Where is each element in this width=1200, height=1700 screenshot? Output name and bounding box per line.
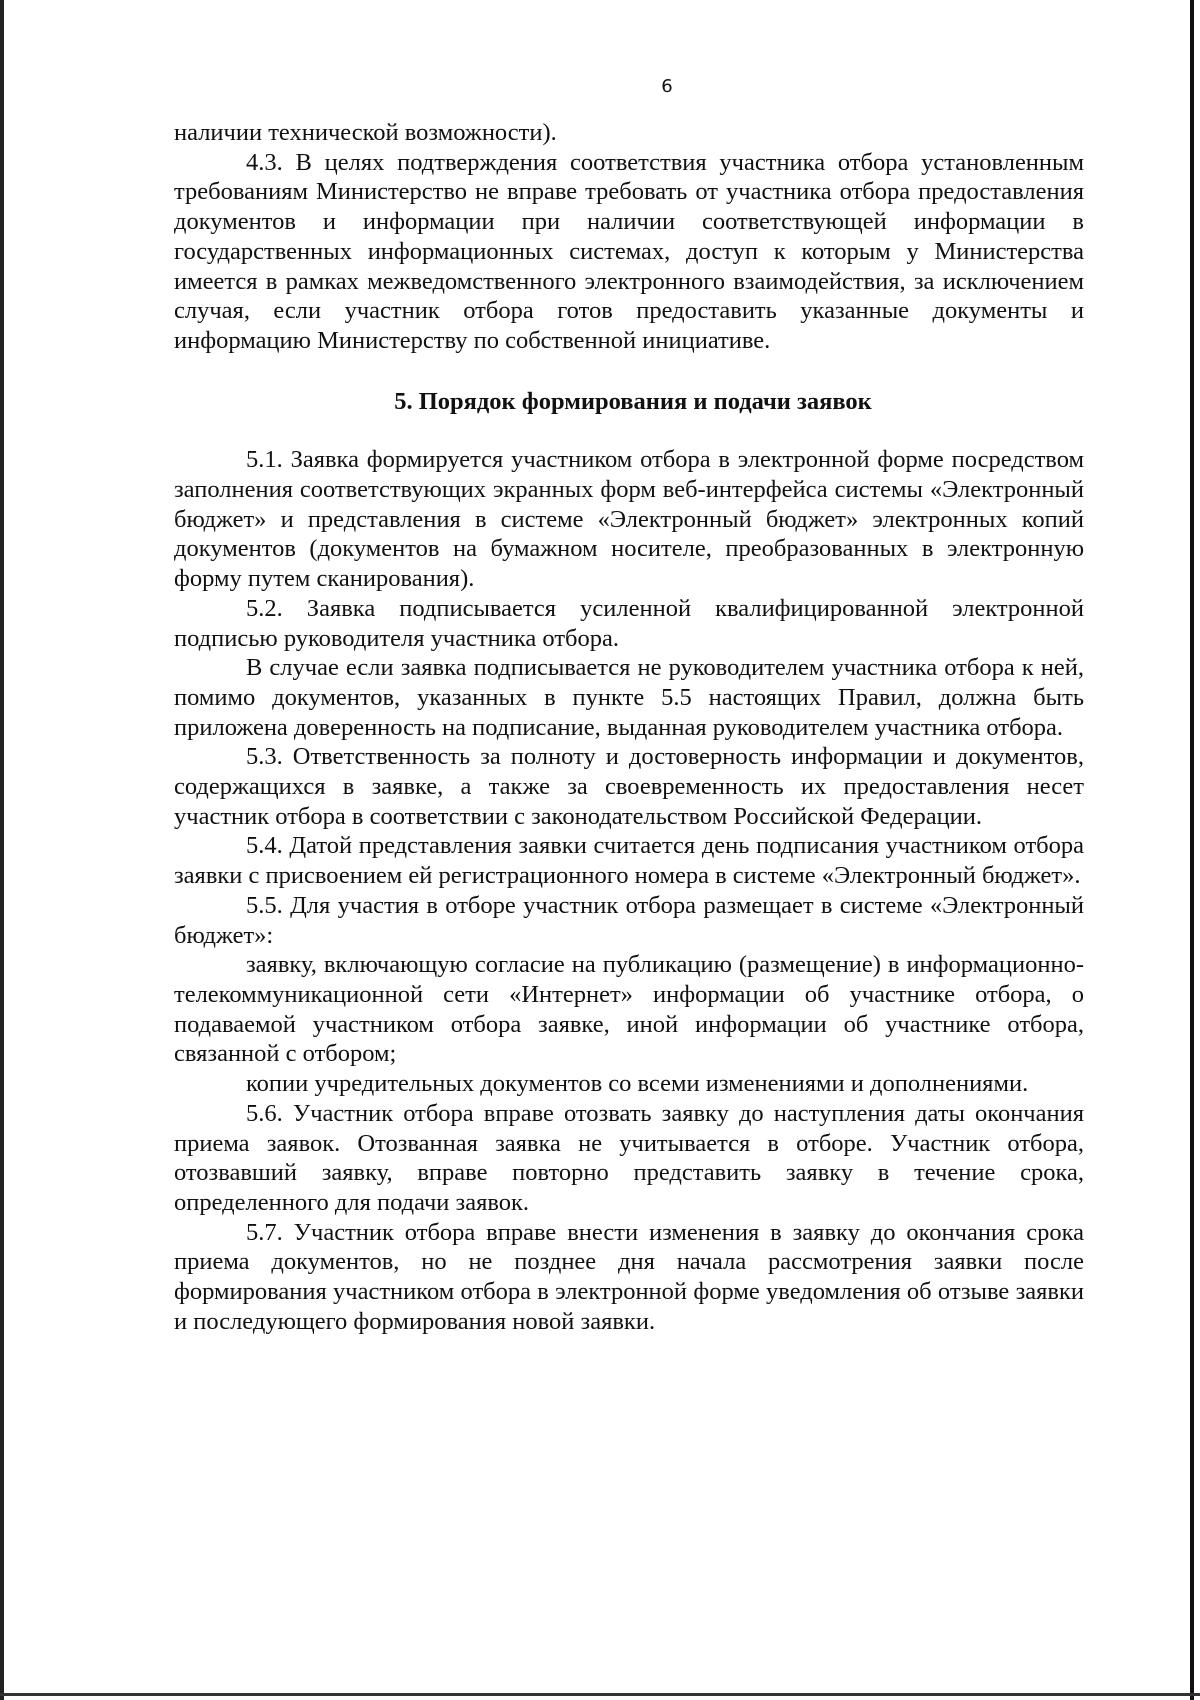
paragraph: наличии технической возможности). <box>174 119 557 146</box>
scan-edge-left <box>0 0 4 1700</box>
paragraph: В случае если заявка подписывается не руководителем участника отбора к ней, помимо документов, указанных в пункте 5.5 настоящих Правил, должна быть приложена доверенность на подписание, выданная руководителем участника отбора. <box>174 654 1084 741</box>
paragraph: заявку, включающую согласие на публикацию (размещение) в информационно-телекоммуникационной сети «Интернет» информации об участнике отбора, о подаваемой участником отбора заявке, иной информации об участнике отбора, связанной с отбором; <box>174 951 1084 1068</box>
paragraph: 5.2. Заявка подписывается усиленной квалифицированной электронной подписью руководителя участника отбора. <box>174 594 1084 652</box>
paragraph: 5.7. Участник отбора вправе внести изменения в заявку до окончания срока приема документов, но не позднее дня начала рассмотрения заявки после формирования участником отбора в электронной форме уведомления об отзыве заявки и последующего формирования новой заявки. <box>174 1218 1084 1335</box>
paragraph: 4.3. В целях подтверждения соответствия участника отбора установленным требованиям Министерство не вправе требовать от участника отбора предоставления документов и информации при наличии соответствующей информации в государственных информационных системах, доступ к которым у Министерства имеется в рамках межведомственного электронного взаимодействия, за исключением случая, если участник отбора готов предоставить указанные документы и информацию Министерству по собственной инициативе. <box>174 148 1084 354</box>
section-heading: 5. Порядок формирования и подачи заявок <box>394 387 872 415</box>
paragraph: 5.6. Участник отбора вправе отозвать заявку до наступления даты окончания приема заявок. Отозванная заявка не учитывается в отборе. Участник отбора, отозвавший заявку, вправе повторно представить заявку в течение срока, определенного для подачи заявок. <box>174 1099 1084 1216</box>
scan-edge-right <box>1190 0 1194 1700</box>
paragraph: 5.3. Ответственность за полноту и достоверность информации и документов, содержащихся в заявке, а также за своевременность их предоставления несет участник отбора в соответствии с законодательством Российской Федерации. <box>174 743 1084 830</box>
page-number: 6 <box>661 76 673 97</box>
paragraph: копии учредительных документов со всеми изменениями и дополнениями. <box>246 1070 1029 1098</box>
document-body <box>174 118 1084 1336</box>
paragraph: 5.5. Для участия в отборе участник отбора размещает в системе «Электронный бюджет»: <box>174 891 1084 949</box>
scan-edge-bottom <box>0 1693 1200 1696</box>
paragraph: 5.1. Заявка формируется участником отбора в электронной форме посредством заполнения соответствующих экранных форм веб-интерфейса системы «Электронный бюджет» и представления в системе «Электронный бюджет» электронных копий документов (документов на бумажном носителе, преобразованных в электронную форму путем сканирования). <box>174 446 1084 593</box>
paragraph: 5.4. Датой представления заявки считается день подписания участником отбора заявки с присвоением ей регистрационного номера в системе «Электронный бюджет». <box>174 832 1084 890</box>
